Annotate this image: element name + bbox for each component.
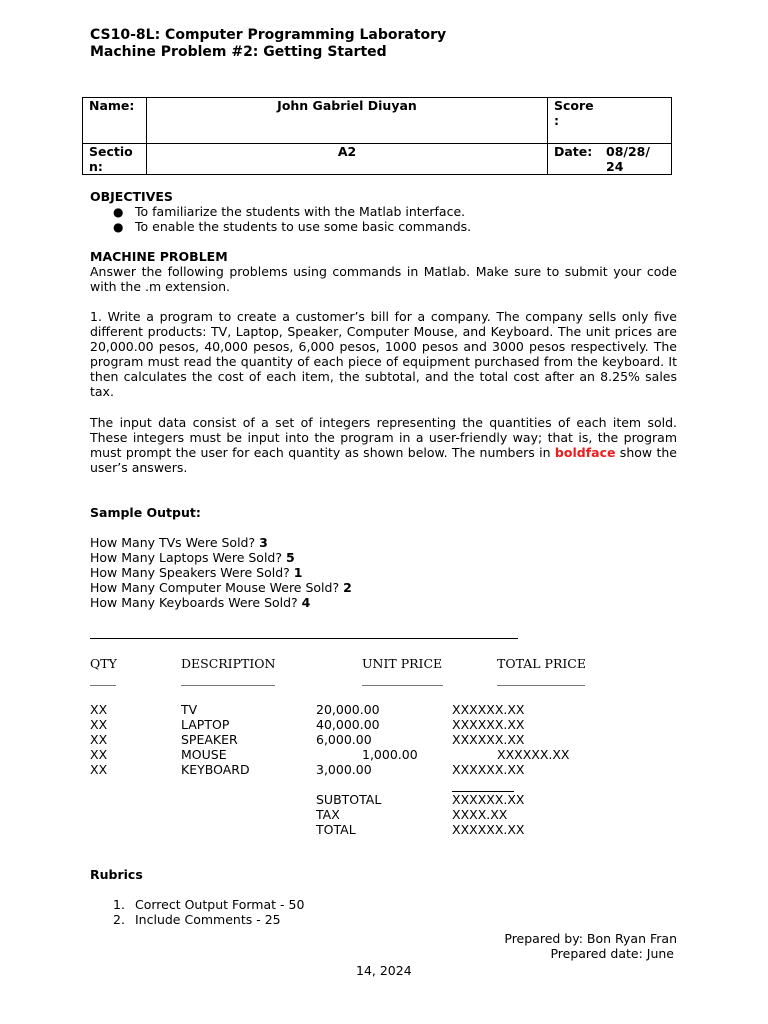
row-total: XXXXXX.XX — [452, 732, 525, 747]
header-total-price: TOTAL PRICE — [497, 656, 586, 671]
course-title: CS10-8L: Computer Programming Laboratory — [90, 27, 447, 43]
header-underline — [497, 685, 585, 686]
machine-problem-intro: Answer the following problems using commands in Matlab. Make sure to submit your code with the .m extension. — [90, 264, 677, 294]
row-total: XXXXXX.XX — [452, 702, 525, 717]
sample-prompt: How Many TVs Were Sold? 3 — [90, 535, 268, 550]
section-value: A2 — [147, 144, 548, 175]
row-qty: XX — [90, 702, 108, 717]
subtotal-label: SUBTOTAL — [316, 792, 382, 807]
sample-prompt: How Many Computer Mouse Were Sold? 2 — [90, 580, 352, 595]
header-underline — [362, 685, 443, 686]
header-underline — [90, 685, 116, 686]
date-value: 08/28/ 24 — [606, 144, 650, 174]
prepared-date: Prepared date: June — [550, 946, 674, 961]
bill-separator-line — [90, 638, 518, 639]
header-description: DESCRIPTION — [181, 656, 276, 671]
machine-problem-heading: MACHINE PROBLEM — [90, 249, 228, 264]
rubrics-heading: Rubrics — [90, 867, 143, 882]
date-cell — [548, 144, 672, 175]
section-label: Sectio n: — [83, 144, 147, 175]
prepared-date-continued: 14, 2024 — [356, 963, 412, 978]
rubric-item: 1. Correct Output Format - 50 — [113, 897, 305, 912]
problem-paragraph-2: The input data consist of a set of integers representing the quantities of each item sold. These integers must be input into the program in a user-friendly way; that is, the program must prompt the user for each quantity as shown below. The numbers in boldface show the user’s answers. — [90, 415, 677, 475]
row-description: MOUSE — [181, 747, 227, 762]
objective-item: ● To familiarize the students with the Matlab interface. — [113, 204, 466, 219]
date-label: Date: — [554, 144, 593, 159]
rubric-item: 2. Include Comments - 25 — [113, 912, 281, 927]
objective-item: ● To enable the students to use some basic commands. — [113, 219, 472, 234]
row-total: XXXXXX.XX — [452, 762, 525, 777]
problem-paragraph-1: 1. Write a program to create a customer’s bill for a company. The company sells only five different products: TV, Laptop, Speaker, Computer Mouse, and Keyboard. The unit prices are 20,000.00 pesos, 40,000 pesos, 6,000 pesos, 1000 pesos and 3000 pesos respectively. The program must read the quantity of each piece of equipment purchased from the keyboard. It then calculates the cost of each item, the subtotal, and the total cost after an 8.25% sales tax. — [90, 309, 677, 399]
problem-title: Machine Problem #2: Getting Started — [90, 44, 387, 60]
header-qty: QTY — [90, 656, 117, 671]
row-total: XXXXXX.XX — [497, 747, 570, 762]
name-value: John Gabriel Diuyan — [147, 98, 548, 144]
sample-output-heading: Sample Output: — [90, 505, 201, 520]
bullet-icon: ● — [113, 220, 124, 234]
total-label: TOTAL — [316, 822, 356, 837]
tax-label: TAX — [316, 807, 340, 822]
row-unit-price: 20,000.00 — [316, 702, 380, 717]
row-unit-price: 40,000.00 — [316, 717, 380, 732]
row-total: XXXXXX.XX — [452, 717, 525, 732]
row-qty: XX — [90, 732, 108, 747]
header-unit-price: UNIT PRICE — [362, 656, 443, 671]
sample-prompt: How Many Speakers Were Sold? 1 — [90, 565, 303, 580]
row-qty: XX — [90, 747, 108, 762]
row-unit-price: 6,000.00 — [316, 732, 372, 747]
row-description: LAPTOP — [181, 717, 230, 732]
subtotal-value: XXXXXX.XX — [452, 792, 525, 807]
row-unit-price: 1,000.00 — [362, 747, 418, 762]
row-qty: XX — [90, 762, 108, 777]
header-underline — [181, 685, 275, 686]
name-label: Name: — [83, 98, 147, 144]
score-label: Score : — [548, 98, 672, 144]
total-value: XXXXXX.XX — [452, 822, 525, 837]
student-info-table — [82, 97, 672, 175]
objectives-heading: OBJECTIVES — [90, 189, 173, 204]
row-qty: XX — [90, 717, 108, 732]
bullet-icon: ● — [113, 205, 124, 219]
tax-value: XXXX.XX — [452, 807, 508, 822]
row-description: TV — [181, 702, 198, 717]
prepared-by: Prepared by: Bon Ryan Fran — [504, 931, 677, 946]
sample-prompt: How Many Keyboards Were Sold? 4 — [90, 595, 311, 610]
row-unit-price: 3,000.00 — [316, 762, 372, 777]
row-description: SPEAKER — [181, 732, 238, 747]
sample-prompt: How Many Laptops Were Sold? 5 — [90, 550, 295, 565]
document-title — [90, 27, 446, 61]
boldface-highlight: boldface — [554, 445, 616, 460]
row-description: KEYBOARD — [181, 762, 250, 777]
